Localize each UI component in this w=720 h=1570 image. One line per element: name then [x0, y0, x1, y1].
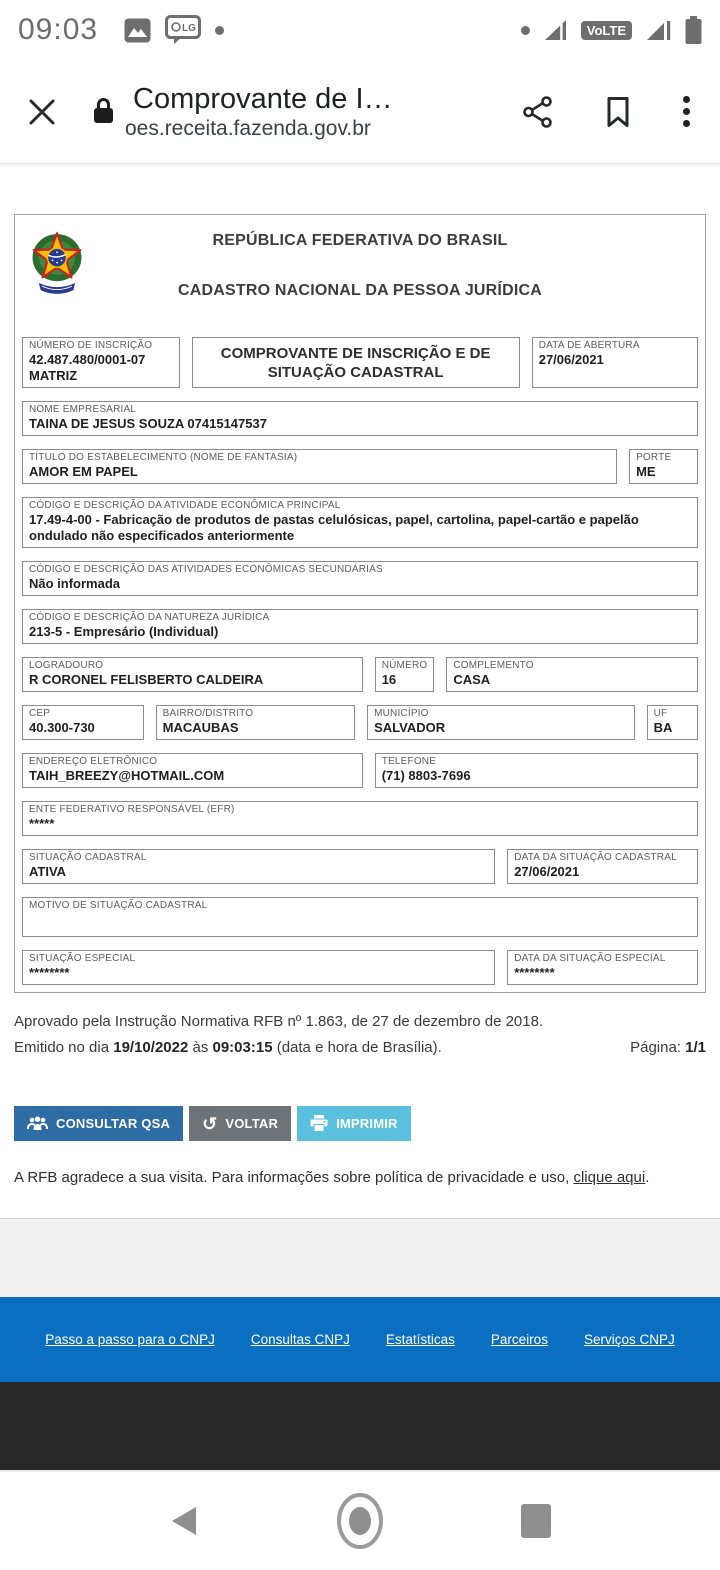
printer-icon	[310, 1115, 328, 1132]
signal-sim1-icon	[544, 19, 567, 41]
footer-link-parceiros[interactable]: Parceiros	[490, 1332, 548, 1347]
cnpj-title: CADASTRO NACIONAL DA PESSOA JURÍDICA	[178, 282, 542, 299]
emission-line	[14, 1039, 706, 1056]
gallery-icon	[124, 18, 151, 43]
field-efr	[22, 801, 698, 836]
field-uf	[647, 705, 698, 740]
field-label: TÍTULO DO ESTABELECIMENTO (NOME DE FANTASIA)	[29, 452, 298, 463]
page-title: Comprovante de I…	[133, 82, 393, 115]
back-icon[interactable]	[161, 1493, 207, 1549]
emission-text: Emitido no dia 19/10/2022 às 09:03:15 (data e hora de Brasília).	[14, 1039, 442, 1056]
field-label: BAIRRO/DISTRITO	[162, 708, 254, 719]
field-label: CÓDIGO E DESCRIÇÃO DA NATUREZA JURÍDICA	[29, 612, 270, 623]
field-value: ********	[29, 965, 70, 980]
field-endereco-eletronico	[22, 753, 363, 788]
field-value: TAINA DE JESUS SOUZA 07415147537	[29, 416, 267, 431]
field-complemento	[446, 657, 698, 692]
field-label: MUNICÍPIO	[374, 708, 429, 719]
field-label: LOGRADOURO	[29, 660, 104, 671]
footer-link-servicos-cnpj[interactable]: Serviços CNPJ	[583, 1332, 675, 1347]
field-label: NÚMERO	[381, 660, 428, 671]
recents-icon[interactable]	[513, 1493, 559, 1549]
field-value: BA	[653, 720, 673, 735]
field-telefone	[375, 753, 698, 788]
button-label: CONSULTAR QSA	[56, 1116, 171, 1131]
consultar-qsa-button[interactable]	[14, 1106, 183, 1141]
gray-strip	[0, 1218, 720, 1297]
approval-note: Aprovado pela Instrução Normativa RFB nº 1.863, de 27 de dezembro de 2018.	[14, 1013, 544, 1030]
field-value: 40.300-730	[29, 720, 95, 735]
field-atividade-principal	[22, 497, 698, 548]
field-value: 27/06/2021	[514, 864, 580, 879]
people-icon	[27, 1116, 48, 1131]
signal-sim2-icon	[646, 19, 671, 41]
footer-link-consultas-cnpj[interactable]: Consultas CNPJ	[250, 1332, 350, 1347]
field-value: CASA	[453, 672, 491, 687]
field-situacao-cadastral	[22, 849, 495, 884]
field-data-abertura	[532, 337, 698, 388]
field-value: 27/06/2021	[538, 352, 604, 367]
close-icon[interactable]	[26, 96, 58, 128]
field-logradouro	[22, 657, 363, 692]
field-value: R CORONEL FELISBERTO CALDEIRA	[29, 672, 264, 687]
field-label: DATA DE ABERTURA	[538, 340, 640, 351]
button-label: IMPRIMIR	[336, 1116, 398, 1131]
browser-toolbar	[0, 60, 720, 164]
field-nome-empresarial	[22, 401, 698, 436]
field-value: Não informada	[29, 576, 121, 591]
field-value: 16	[381, 672, 397, 687]
page-counter: Página: 1/1	[630, 1039, 706, 1056]
field-value: ME	[636, 464, 656, 479]
emission-date: 19/10/2022	[113, 1039, 189, 1056]
action-buttons	[14, 1106, 706, 1141]
field-label: ENDEREÇO ELETRÔNICO	[29, 756, 158, 767]
clique-aqui-link[interactable]: clique aqui	[573, 1169, 646, 1186]
field-value: *****	[29, 816, 55, 831]
battery-icon	[685, 16, 702, 44]
field-value: 17.49-4-00 - Fabricação de produtos de pastas celulósicas, papel, cartolina, papel-cartão e papelão ondulado não especificados anteriormente	[29, 512, 639, 543]
web-content	[0, 214, 720, 1218]
field-label: ENTE FEDERATIVO RESPONSÁVEL (EFR)	[29, 804, 235, 815]
brazil-coat-of-arms-icon	[28, 230, 86, 298]
field-data-situacao	[507, 849, 698, 884]
field-label: SITUAÇÃO ESPECIAL	[29, 953, 136, 964]
field-value: MACAUBAS	[162, 720, 239, 735]
emission-time: 09:03:15	[212, 1039, 273, 1056]
field-label: NÚMERO DE INSCRIÇÃO	[29, 340, 153, 351]
field-natureza-juridica	[22, 609, 698, 644]
footer-link-passo-a-passo[interactable]: Passo a passo para o CNPJ	[45, 1332, 215, 1347]
status-dot-icon	[521, 26, 530, 35]
notification-dot-icon	[215, 26, 224, 35]
field-label: DATA DA SITUAÇÃO CADASTRAL	[514, 852, 677, 863]
field-value: (71) 8803-7696	[381, 768, 471, 783]
field-label: CÓDIGO E DESCRIÇÃO DAS ATIVIDADES ECONÔMICAS SECUNDÁRIAS	[29, 564, 383, 575]
field-label: COMPLEMENTO	[453, 660, 534, 671]
page-titles	[125, 82, 393, 142]
android-nav-bar	[0, 1472, 720, 1570]
field-label: MOTIVO DE SITUAÇÃO CADASTRAL	[29, 900, 208, 911]
field-bairro	[156, 705, 355, 740]
cnpj-certificate-card	[14, 214, 706, 993]
undo-icon: ↺	[202, 1113, 218, 1134]
field-value: 42.487.480/0001-07	[29, 352, 146, 367]
page-url: oes.receita.fazenda.gov.br	[125, 116, 371, 140]
field-label: UF	[653, 708, 668, 719]
field-value: ATIVA	[29, 864, 67, 879]
field-cep	[22, 705, 144, 740]
browser-actions	[523, 96, 706, 128]
field-data-situacao-especial	[507, 950, 698, 985]
field-value: TAIH_BREEZY@HOTMAIL.COM	[29, 768, 225, 783]
bookmark-icon[interactable]	[605, 96, 631, 128]
status-system-icons	[521, 16, 702, 44]
footer-link-estatisticas[interactable]: Estatísticas	[385, 1332, 455, 1347]
site-footer-links	[0, 1297, 720, 1382]
field-label: CÓDIGO E DESCRIÇÃO DA ATIVIDADE ECONÔMICA PRINCIPAL	[29, 500, 341, 511]
field-value: AMOR EM PAPEL	[29, 464, 138, 479]
field-label: DATA DA SITUAÇÃO ESPECIAL	[514, 953, 666, 964]
field-motivo-situacao	[22, 897, 698, 937]
field-value: MATRIZ	[29, 368, 78, 383]
status-bar	[0, 0, 720, 60]
field-situacao-especial	[22, 950, 495, 985]
field-value: SALVADOR	[374, 720, 446, 735]
field-label: NOME EMPRESARIAL	[29, 404, 137, 415]
svg-text:LG: LG	[182, 23, 196, 34]
home-icon[interactable]	[337, 1493, 383, 1549]
button-label: VOLTAR	[225, 1116, 279, 1131]
imprimir-button[interactable]	[297, 1106, 411, 1141]
volte-badge: VoLTE	[581, 21, 632, 40]
clock: 09:03	[18, 13, 99, 46]
document-header	[22, 222, 698, 324]
lg-message-icon	[165, 15, 201, 45]
field-titulo-estabelecimento	[22, 449, 617, 484]
share-icon[interactable]	[523, 96, 553, 128]
field-numero-inscricao	[22, 337, 180, 388]
field-label: PORTE	[636, 452, 672, 463]
voltar-button[interactable]	[189, 1106, 291, 1141]
page-info-area[interactable]	[90, 82, 505, 142]
certificate-heading: COMPROVANTE DE INSCRIÇÃO E DE SITUAÇÃO CADASTRAL	[192, 337, 520, 388]
field-municipio	[367, 705, 635, 740]
footer-dark-band	[0, 1382, 720, 1472]
field-value: 213-5 - Empresário (Individual)	[29, 624, 219, 639]
lock-icon[interactable]	[90, 95, 117, 128]
field-atividades-secundarias	[22, 561, 698, 596]
field-value: ********	[514, 965, 555, 980]
field-label: SITUAÇÃO CADASTRAL	[29, 852, 147, 863]
status-notification-icons	[124, 15, 224, 45]
privacy-note: A RFB agradece a sua visita. Para informações sobre política de privacidade e uso, clique aqui.	[14, 1169, 650, 1186]
field-numero	[375, 657, 435, 692]
field-label: TELEFONE	[381, 756, 437, 767]
field-porte	[629, 449, 698, 484]
republic-title: REPÚBLICA FEDERATIVA DO BRASIL	[212, 232, 508, 249]
overflow-menu-icon[interactable]	[683, 96, 690, 127]
field-label: CEP	[29, 708, 51, 719]
